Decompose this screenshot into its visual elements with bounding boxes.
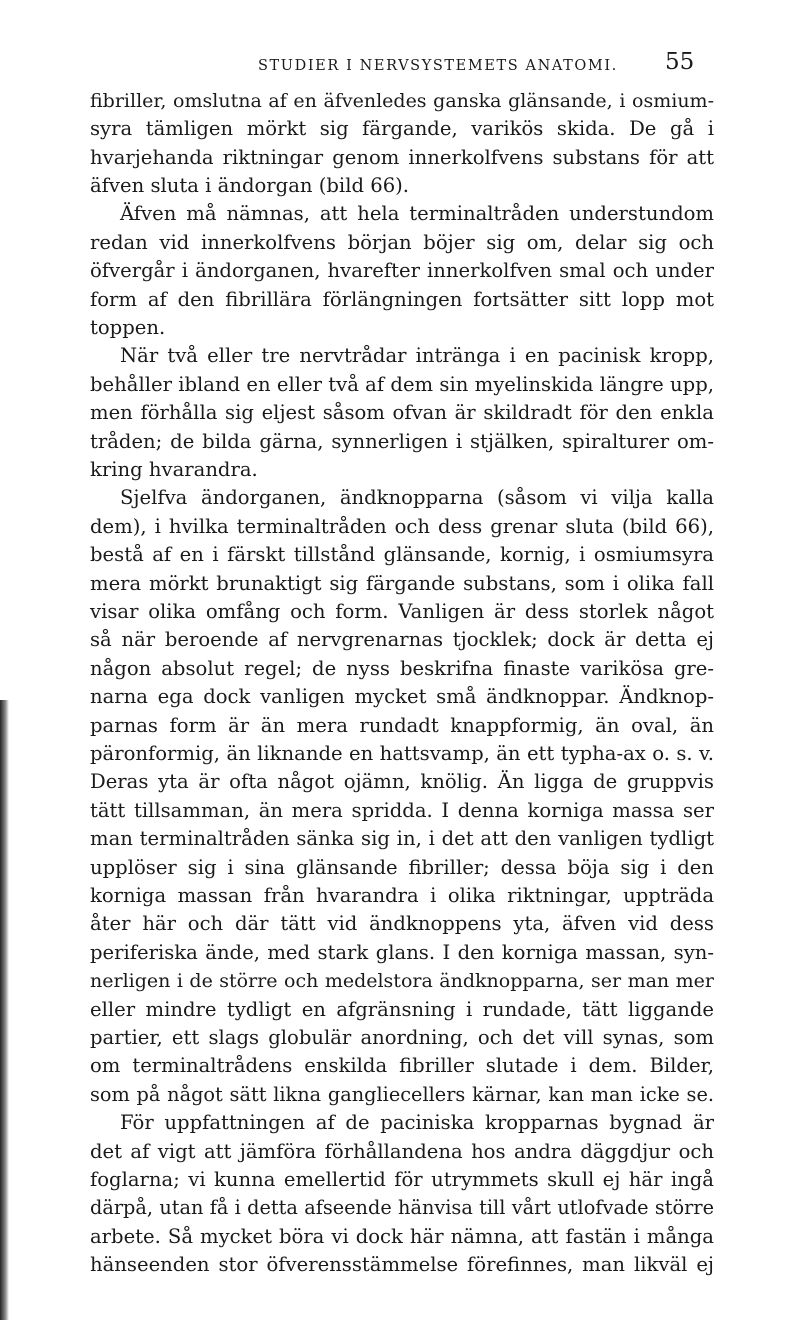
- text-line: syra tämligen mörkt sig färgande, varikös skida. De gå i: [90, 117, 714, 140]
- text-line: hvarjehanda riktningar genom innerkolfvens substans för att: [90, 146, 714, 169]
- text-line: eller mindre tydligt en afgränsning i rundade, tätt liggande: [90, 998, 714, 1021]
- text-line: det af vigt att jämföra förhållandena hos andra däggdjur och: [90, 1140, 714, 1163]
- text-line: nerligen i de större och medelstora ändknopparna, ser man mer: [90, 970, 714, 992]
- text-line: därpå, utan få i detta afseende hänvisa till vårt utlofvade större: [90, 1196, 714, 1219]
- text-line: Deras yta är ofta något ojämn, knölig. Än ligga de gruppvis: [90, 770, 714, 793]
- text-line: dem), i hvilka terminaltråden och dess grenar sluta (bild 66),: [90, 515, 714, 538]
- text-line: men förhålla sig eljest såsom ofvan är skildradt för den enkla: [90, 401, 714, 424]
- text-line: tätt tillsamman, än mera spridda. I denna korniga massa ser: [90, 799, 714, 822]
- text-line: hänseenden stor öfverensstämmelse förefinnes, man likväl ej: [90, 1253, 714, 1276]
- text-line: fibriller, omslutna af en äfvenledes ganska glänsande, i osmium-: [90, 90, 714, 112]
- text-line: arbete. Så mycket böra vi dock här nämna, att fastän i många: [90, 1225, 714, 1248]
- running-title: STUDIER I NERVSYSTEMETS ANATOMI.: [258, 58, 618, 74]
- text-line: periferiska ände, med stark glans. I den korniga massan, syn-: [90, 941, 714, 964]
- text-line: behåller ibland en eller två af dem sin myelinskida längre upp,: [90, 373, 714, 396]
- text-line: äfven sluta i ändorgan (bild 66).: [90, 174, 410, 197]
- text-line: kring hvarandra.: [90, 458, 258, 481]
- text-line: För uppfattningen af de paciniska kropparnas bygnad är: [120, 1111, 714, 1134]
- text-line: åter här och där tätt vid ändknoppens yta, äfven vid dess: [90, 912, 714, 935]
- text-line: partier, ett slags globulär anordning, och det vill synas, som: [90, 1026, 714, 1049]
- text-line: visar olika omfång och form. Vanligen är dess storlek något: [90, 600, 714, 623]
- text-line: foglarna; vi kunna emellertid för utrymmets skull ej här ingå: [90, 1168, 714, 1191]
- text-line: upplöser sig i sina glänsande fibriller; dessa böja sig i den: [90, 856, 714, 879]
- text-line: päronformig, än liknande en hattsvamp, än ett typha-ax o. s. v.: [90, 742, 714, 765]
- page-number: 55: [665, 49, 695, 75]
- text-line: redan vid innerkolfvens början böjer sig om, delar sig och: [90, 231, 714, 254]
- text-line: öfvergår i ändorganen, hvarefter innerkolfven smal och under: [90, 259, 714, 282]
- text-line: som på något sätt likna gangliecellers kärnar, kan man icke se.: [90, 1083, 714, 1106]
- text-line: mera mörkt brunaktigt sig färgande substans, som i olika fall: [90, 572, 714, 595]
- text-line: tråden; de bilda gärna, synnerligen i stjälken, spiralturer om-: [90, 430, 714, 453]
- text-line: Sjelfva ändorganen, ändknopparna (såsom vi vilja kalla: [120, 486, 714, 509]
- text-line: När två eller tre nervtrådar intränga i en pacinisk kropp,: [120, 344, 714, 367]
- text-line: toppen.: [90, 316, 166, 339]
- text-line: korniga massan från hvarandra i olika riktningar, uppträda: [90, 884, 714, 907]
- text-line: någon absolut regel; de nyss beskrifna finaste varikösa gre-: [90, 657, 714, 680]
- text-line: om terminaltrådens enskilda fibriller slutade i dem. Bilder,: [90, 1054, 714, 1077]
- text-line: form af den fibrillära förlängningen fortsätter sitt lopp mot: [90, 288, 714, 311]
- running-head: [0, 46, 801, 80]
- text-line: narna ega dock vanligen mycket små ändknoppar. Ändknop-: [90, 685, 714, 708]
- text-line: Äfven må nämnas, att hela terminaltråden understundom: [120, 202, 714, 225]
- scan-margin-shadow: [0, 700, 9, 1320]
- text-line: parnas form är än mera rundadt knappformig, än oval, än: [90, 714, 714, 737]
- text-line: bestå af en i färskt tillstånd glänsande, kornig, i osmiumsyra: [90, 543, 714, 566]
- text-line: så när beroende af nervgrenarnas tjocklek; dock är detta ej: [90, 628, 714, 651]
- text-line: man terminaltråden sänka sig in, i det att den vanligen tydligt: [90, 827, 714, 850]
